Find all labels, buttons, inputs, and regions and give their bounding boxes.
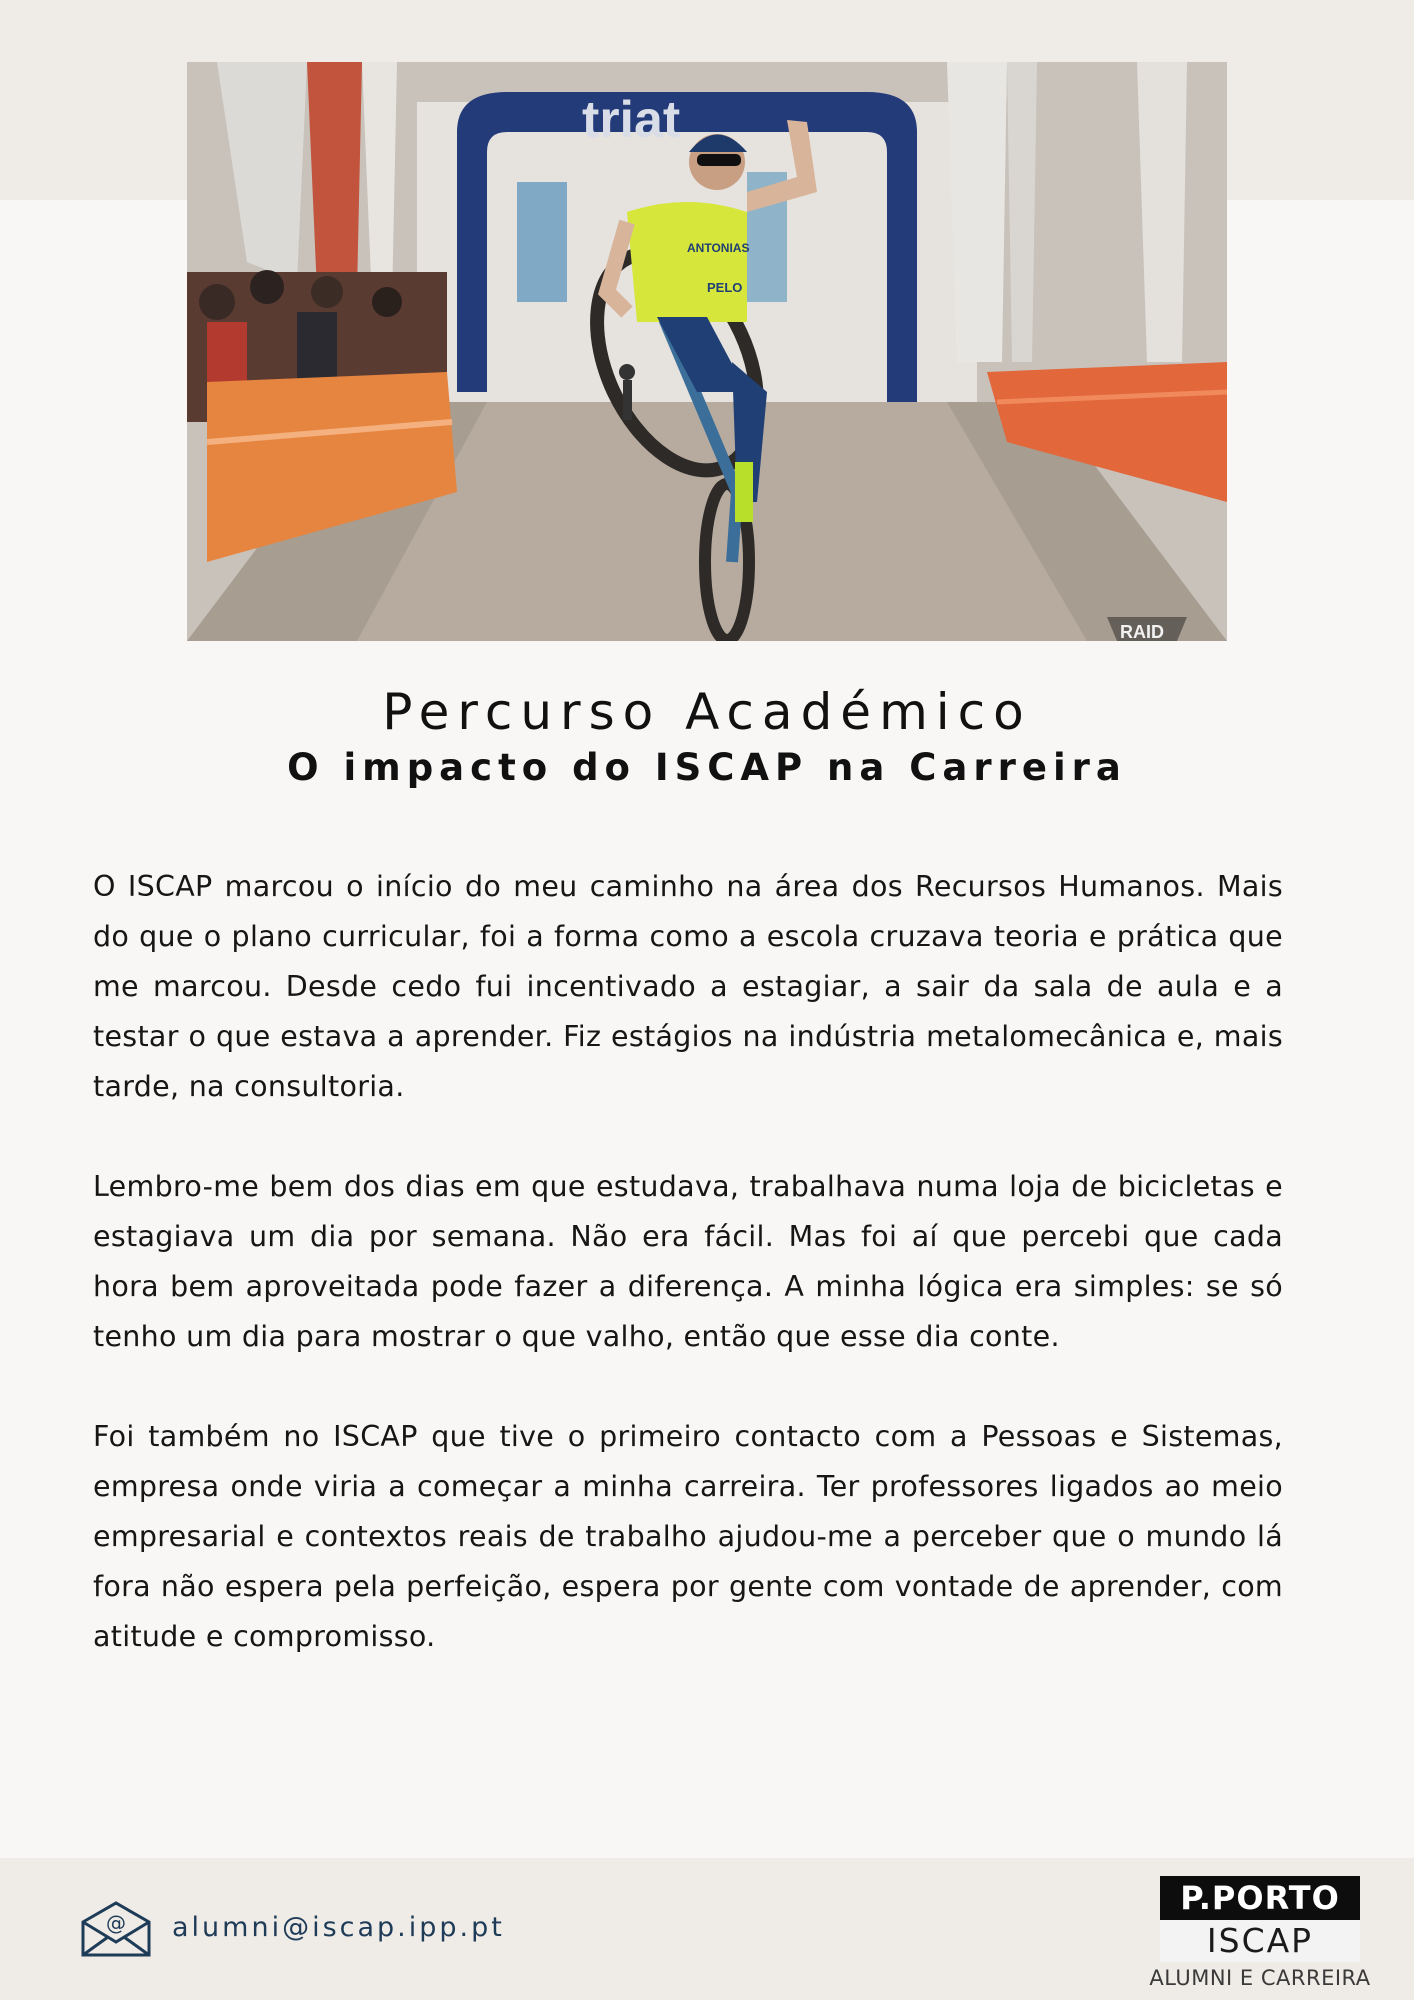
page-subtitle: O impacto do ISCAP na Carreira <box>287 746 1127 789</box>
heading-block <box>0 680 1414 792</box>
pporto-iscap-logo <box>1146 1876 1374 1992</box>
contact-email[interactable]: alumni@iscap.ipp.pt <box>172 1912 505 1943</box>
jersey-text-2: PELO <box>707 280 743 295</box>
logo-pporto: P.PORTO <box>1160 1876 1360 1920</box>
article-body <box>93 862 1283 1712</box>
svg-text:@: @ <box>106 1911 126 1935</box>
footer <box>0 1858 1414 2000</box>
hero-photo-cyclist <box>187 62 1227 641</box>
logo-iscap: ISCAP <box>1160 1920 1360 1962</box>
arch-text: triat <box>582 91 681 149</box>
paragraph-3: Foi também no ISCAP que tive o primeiro contacto com a Pessoas e Sistemas, empresa onde viria a começar a minha carreira. Ter professores ligados ao meio empresarial e contextos reais de trabalho ajudou-me a perceber que o mundo lá fora não espera pela perfeição, espera por gente com vontade de aprender, com atitude e compromisso. <box>93 1420 1283 1653</box>
logo-subtitle: ALUMNI E CARREIRA <box>1149 1966 1371 1990</box>
paragraph-1: O ISCAP marcou o início do meu caminho na área dos Recursos Humanos. Mais do que o plano curricular, foi a forma como a escola cruzava teoria e prática que me marcou. Desde cedo fui incentivado a estagiar, a sair da sala de aula e a testar o que estava a aprender. Fiz estágios na indústria metalomecânica e, mais tarde, na consultoria. <box>93 870 1283 1103</box>
paragraph-2: Lembro-me bem dos dias em que estudava, trabalhava numa loja de bicicletas e estagiava um dia por semana. Não era fácil. Mas foi aí que percebi que cada hora bem aproveitada pode fazer a diferença. A minha lógica era simples: se só tenho um dia para mostrar o que valho, então que esse dia conte. <box>93 1170 1283 1353</box>
jersey-text-1: ANTONIAS <box>687 241 750 255</box>
photo-watermark: RAID <box>1120 622 1164 641</box>
envelope-at-icon <box>80 1900 152 1958</box>
page-title: Percurso Académico <box>382 683 1032 741</box>
